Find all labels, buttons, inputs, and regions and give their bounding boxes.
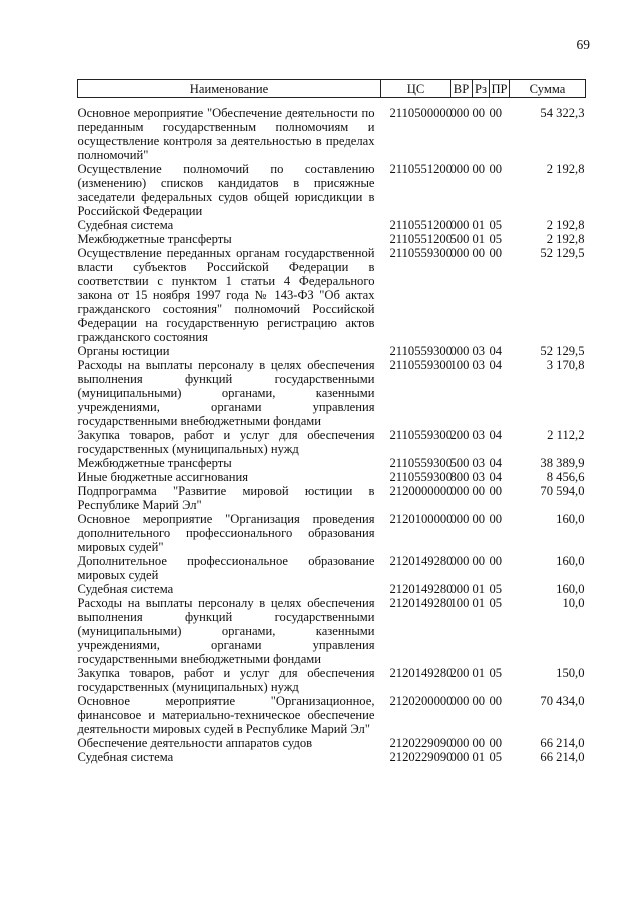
row-pr-code: 00 xyxy=(489,106,503,120)
row-pr-code: 05 xyxy=(489,666,503,680)
row-rz-code: 03 xyxy=(472,428,486,442)
table-row xyxy=(78,694,586,736)
row-vr-code: 000 xyxy=(450,750,470,764)
row-rz-code: 01 xyxy=(472,666,486,680)
row-vr-code: 000 xyxy=(450,736,470,750)
header-sum: Сумма xyxy=(510,80,586,98)
header-pr: ПР xyxy=(491,81,508,96)
row-vr-code: 800 xyxy=(450,470,470,484)
row-rz-code: 03 xyxy=(472,344,486,358)
row-pr-code: 05 xyxy=(489,750,503,764)
row-cs-code: 2110559300 xyxy=(389,470,453,484)
table-row xyxy=(78,736,586,750)
table-row xyxy=(78,484,586,512)
row-vr-code: 000 xyxy=(450,554,470,568)
row-name: Органы юстиции xyxy=(77,344,170,358)
row-pr-code: 04 xyxy=(489,358,503,372)
row-pr-code: 04 xyxy=(489,344,503,358)
row-name: Осуществление полномочий по составлению (изменению) списков кандидатов в присяжные заседатели федеральных судов общей юрисдикции в Российской Федерации xyxy=(77,162,375,218)
table-row xyxy=(78,162,586,218)
row-rz-code: 00 xyxy=(472,694,486,708)
row-cs-code: 2120229090 xyxy=(389,736,453,750)
row-rz-code: 00 xyxy=(472,736,486,750)
row-cs-code: 2110559300 xyxy=(389,358,453,372)
row-pr-code: 05 xyxy=(489,218,503,232)
row-name: Дополнительное профессиональное образование мировых судей xyxy=(77,554,375,582)
row-cs-code: 2110551200 xyxy=(389,162,453,176)
row-vr-code: 500 xyxy=(450,456,470,470)
row-pr-code: 00 xyxy=(489,162,503,176)
row-pr-code: 04 xyxy=(489,456,503,470)
row-sum: 160,0 xyxy=(556,512,585,526)
row-name: Осуществление переданных органам государственной власти субъектов Российской Федерации в соответствии с пунктом 1 статьи 4 Федерального закона от 15 ноября 1997 года № 143-ФЗ "Об актах гражданского состояния" полномочий Российской Федерации на государственную регистрацию актов гражданского состояния xyxy=(77,246,375,344)
row-sum: 150,0 xyxy=(556,666,585,680)
row-cs-code: 2110559300 xyxy=(389,344,453,358)
table-row xyxy=(78,582,586,596)
row-vr-code: 200 xyxy=(450,428,470,442)
row-pr-code: 00 xyxy=(489,484,503,498)
row-sum: 2 112,2 xyxy=(547,428,585,442)
row-rz-code: 00 xyxy=(472,246,486,260)
page-number: 69 xyxy=(576,37,590,52)
row-sum: 2 192,8 xyxy=(546,218,585,232)
row-pr-code: 05 xyxy=(489,596,503,610)
row-cs-code: 2110559300 xyxy=(389,456,453,470)
row-name: Расходы на выплаты персоналу в целях обеспечения выполнения функций государственными (муниципальными) органами, казенными учреждениями, органами управления государственными внебюджетными фондами xyxy=(77,596,375,666)
row-sum: 10,0 xyxy=(562,596,585,610)
table-row xyxy=(78,596,586,666)
row-cs-code: 2110559300 xyxy=(389,246,453,260)
row-sum: 66 214,0 xyxy=(540,750,585,764)
budget-table xyxy=(77,79,586,764)
row-name: Обеспечение деятельности аппаратов судов xyxy=(77,736,313,750)
row-rz-code: 00 xyxy=(472,162,486,176)
row-pr-code: 00 xyxy=(489,512,503,526)
row-sum: 70 594,0 xyxy=(540,484,585,498)
row-cs-code: 2120149280 xyxy=(389,582,453,596)
row-sum: 160,0 xyxy=(556,582,585,596)
row-sum: 66 214,0 xyxy=(540,736,585,750)
row-cs-code: 2110551200 xyxy=(389,218,453,232)
row-cs-code: 2120229090 xyxy=(389,750,453,764)
row-vr-code: 000 xyxy=(450,162,470,176)
header-rz: Рз xyxy=(473,80,490,98)
row-rz-code: 01 xyxy=(472,750,486,764)
row-name: Межбюджетные трансферты xyxy=(77,232,232,246)
row-vr-code: 000 xyxy=(450,512,470,526)
row-name: Межбюджетные трансферты xyxy=(77,456,232,470)
header-vr: ВР xyxy=(451,80,473,98)
row-rz-code: 01 xyxy=(472,596,486,610)
row-sum: 54 322,3 xyxy=(540,106,585,120)
table-row xyxy=(78,512,586,554)
row-name: Судебная система xyxy=(77,750,174,764)
row-vr-code: 100 xyxy=(450,358,470,372)
row-name: Судебная система xyxy=(77,218,174,232)
row-pr-code: 04 xyxy=(489,428,503,442)
row-pr-code: 00 xyxy=(489,736,503,750)
row-vr-code: 000 xyxy=(450,106,470,120)
row-name: Закупка товаров, работ и услуг для обеспечения государственных (муниципальных) нужд xyxy=(77,666,375,694)
row-sum: 38 389,9 xyxy=(540,456,585,470)
row-sum: 160,0 xyxy=(556,554,585,568)
table-row xyxy=(78,358,586,428)
table-header-row xyxy=(78,80,586,98)
row-cs-code: 2120100000 xyxy=(389,512,453,526)
table-row xyxy=(78,666,586,694)
row-sum: 52 129,5 xyxy=(540,246,585,260)
table-row xyxy=(78,456,586,470)
row-pr-code: 05 xyxy=(489,582,503,596)
table-row xyxy=(78,106,586,162)
row-vr-code: 000 xyxy=(450,218,470,232)
row-vr-code: 000 xyxy=(450,484,470,498)
row-name: Основное мероприятие "Организация проведения дополнительного профессионального образования мировых судей" xyxy=(77,512,375,554)
row-sum: 2 192,8 xyxy=(546,162,585,176)
row-cs-code: 2120149280 xyxy=(389,666,453,680)
row-pr-code: 00 xyxy=(489,246,503,260)
row-rz-code: 03 xyxy=(472,470,486,484)
row-pr-code: 05 xyxy=(489,232,503,246)
row-cs-code: 2110500000 xyxy=(389,106,453,120)
header-cs: ЦС xyxy=(381,80,451,98)
row-pr-code: 00 xyxy=(489,694,503,708)
row-sum: 52 129,5 xyxy=(540,344,585,358)
row-rz-code: 03 xyxy=(472,456,486,470)
table-row xyxy=(78,470,586,484)
table-row xyxy=(78,232,586,246)
row-cs-code: 2110559300 xyxy=(389,428,453,442)
table-row xyxy=(78,218,586,232)
row-rz-code: 01 xyxy=(472,582,486,596)
table-row xyxy=(78,344,586,358)
row-name: Расходы на выплаты персоналу в целях обеспечения выполнения функций государственными (муниципальными) органами, казенными учреждениями, органами управления государственными внебюджетными фондами xyxy=(77,358,375,428)
row-pr-code: 04 xyxy=(489,470,503,484)
header-spacer xyxy=(78,98,586,107)
table-row xyxy=(78,428,586,456)
row-name: Иные бюджетные ассигнования xyxy=(77,470,249,484)
row-vr-code: 100 xyxy=(450,596,470,610)
row-rz-code: 01 xyxy=(472,218,486,232)
row-sum: 8 456,6 xyxy=(546,470,585,484)
row-vr-code: 000 xyxy=(450,582,470,596)
table-row xyxy=(78,246,586,344)
row-sum: 70 434,0 xyxy=(540,694,585,708)
row-rz-code: 00 xyxy=(472,512,486,526)
table-row xyxy=(78,554,586,582)
row-rz-code: 03 xyxy=(472,358,486,372)
row-rz-code: 00 xyxy=(472,106,486,120)
row-rz-code: 00 xyxy=(472,484,486,498)
row-rz-code: 00 xyxy=(472,554,486,568)
row-vr-code: 000 xyxy=(450,344,470,358)
row-cs-code: 2120200000 xyxy=(389,694,453,708)
row-vr-code: 500 xyxy=(450,232,470,246)
row-cs-code: 2120149280 xyxy=(389,596,453,610)
row-sum: 3 170,8 xyxy=(546,358,585,372)
row-vr-code: 200 xyxy=(450,666,470,680)
row-pr-code: 00 xyxy=(489,554,503,568)
row-name: Основное мероприятие "Организационное, финансовое и материально-техническое обеспечение деятельности мировых судей в Республике Марий Эл" xyxy=(77,694,375,736)
row-name: Основное мероприятие "Обеспечение деятельности по переданным государственным полномочиям и осуществление контроля за деятельностью в пределах полномочий" xyxy=(77,106,375,162)
row-vr-code: 000 xyxy=(450,246,470,260)
row-name: Закупка товаров, работ и услуг для обеспечения государственных (муниципальных) нужд xyxy=(77,428,375,456)
row-rz-code: 01 xyxy=(472,232,486,246)
row-cs-code: 2120149280 xyxy=(389,554,453,568)
row-name: Подпрограмма "Развитие мировой юстиции в Республике Марий Эл" xyxy=(77,484,375,512)
table-body xyxy=(78,98,586,765)
header-name: Наименование xyxy=(78,80,381,98)
row-name: Судебная система xyxy=(77,582,174,596)
row-cs-code: 2110551200 xyxy=(389,232,453,246)
table-row xyxy=(78,750,586,764)
row-vr-code: 000 xyxy=(450,694,470,708)
row-cs-code: 2120000000 xyxy=(389,484,453,498)
row-sum: 2 192,8 xyxy=(546,232,585,246)
